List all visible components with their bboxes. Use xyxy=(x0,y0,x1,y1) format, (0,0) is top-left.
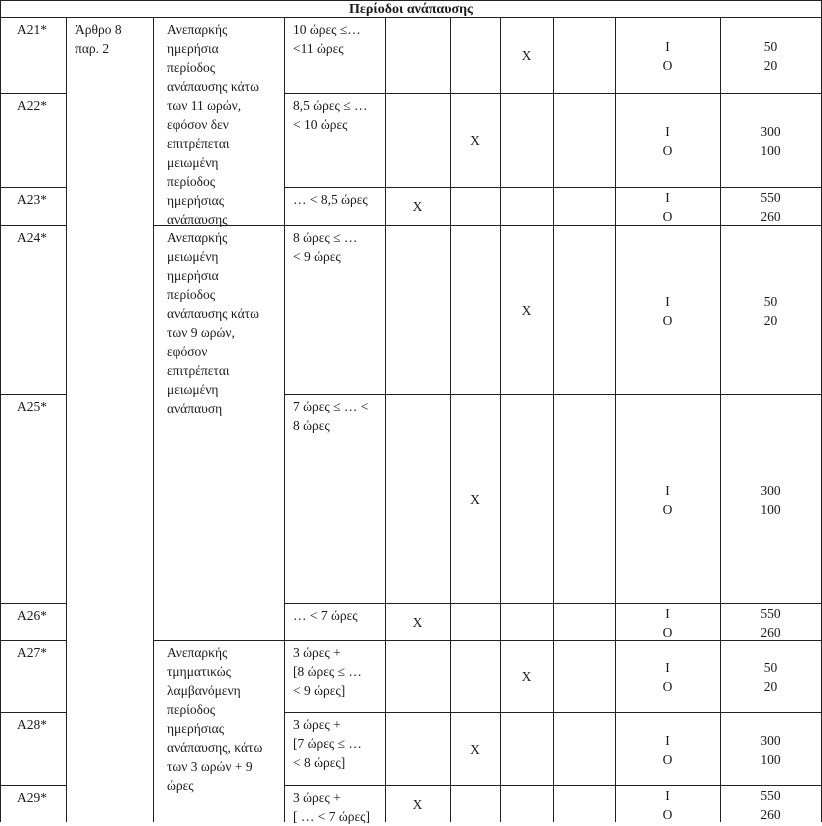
column-separator xyxy=(284,17,285,822)
infringement-description: ώρες xyxy=(167,778,194,793)
infringement-code: A25* xyxy=(17,399,47,414)
rest-period-range: < 9 ώρες] xyxy=(293,683,346,698)
severity-mark: X xyxy=(470,133,480,148)
infringement-code: A24* xyxy=(17,230,47,245)
infringement-description: λαμβανόμενη xyxy=(167,683,241,698)
liability-level: I xyxy=(665,482,670,498)
column-separator xyxy=(553,17,554,822)
infringement-description: περίοδος xyxy=(167,702,216,717)
severity-mark: X xyxy=(521,302,532,318)
rest-period-range: [ … < 7 ώρες] xyxy=(293,809,370,824)
infringement-description: Ανεπαρκής xyxy=(167,230,228,245)
infringement-description: των 9 ωρών, xyxy=(167,325,235,340)
row-separator xyxy=(0,603,67,604)
penalty-amount: 20 xyxy=(763,679,778,694)
infringement-description: ημερήσια xyxy=(167,41,219,56)
article-reference: παρ. 2 xyxy=(75,41,110,56)
header-bottom-border xyxy=(0,17,822,18)
row-separator xyxy=(0,394,67,395)
infringement-description: των 3 ωρών + 9 xyxy=(167,759,253,774)
infringement-description: Ανεπαρκής xyxy=(167,22,228,37)
penalty-amount: 20 xyxy=(763,312,778,328)
liability-level: I xyxy=(665,39,670,54)
column-separator xyxy=(153,17,154,822)
column-separator xyxy=(500,17,501,822)
rest-period-range: 3 ώρες + xyxy=(293,790,341,805)
penalty-amount: 550 xyxy=(760,190,781,205)
severity-mark: X xyxy=(412,796,423,812)
rest-period-range: [8 ώρες ≤ … xyxy=(293,664,362,679)
rest-period-range: [7 ώρες ≤ … xyxy=(293,736,362,751)
liability-level: O xyxy=(662,143,673,158)
liability-level: O xyxy=(662,679,673,694)
severity-mark: X xyxy=(470,491,480,507)
row-separator xyxy=(0,712,67,713)
penalty-amount: 50 xyxy=(763,39,778,54)
row-separator xyxy=(0,640,67,641)
infringement-code: A22* xyxy=(17,98,47,113)
penalty-amount: 100 xyxy=(760,501,781,517)
infringement-code: A26* xyxy=(17,608,47,623)
liability-level: O xyxy=(662,58,673,73)
infringement-description: ανάπαυσης κάτω xyxy=(167,79,259,94)
severity-mark: X xyxy=(521,669,532,684)
liability-level: O xyxy=(662,312,673,328)
penalty-amount: 300 xyxy=(760,124,781,139)
infringement-code: A27* xyxy=(17,645,47,660)
infringement-description: περίοδος xyxy=(167,60,216,75)
liability-level: I xyxy=(665,124,670,139)
infringement-description: ημερήσια xyxy=(167,268,219,283)
penalty-amount: 50 xyxy=(763,660,778,675)
penalty-amount: 100 xyxy=(760,751,781,767)
infringement-code: A23* xyxy=(17,192,47,207)
infringement-description: των 11 ωρών, xyxy=(167,98,242,113)
rest-period-range: <11 ώρες xyxy=(293,41,344,56)
infringement-description: εφόσον δεν xyxy=(167,117,229,132)
liability-level: O xyxy=(662,209,673,224)
infringement-description: περίοδος xyxy=(167,287,216,302)
penalty-amount: 20 xyxy=(763,58,778,73)
liability-level: O xyxy=(662,751,673,767)
infringement-description: ανάπαυση xyxy=(167,401,223,416)
column-separator xyxy=(66,17,67,822)
infringement-description: μειωμένη xyxy=(167,382,219,397)
row-separator xyxy=(0,187,67,188)
infringement-description: ημερήσιας xyxy=(167,721,225,736)
rest-period-range: 8 ώρες ≤ … xyxy=(293,230,358,245)
rest-period-range: 3 ώρες + xyxy=(293,717,341,732)
rest-period-range: 8 ώρες xyxy=(293,418,330,433)
infringement-description: μειωμένη xyxy=(167,155,219,170)
liability-level: I xyxy=(665,787,670,803)
liability-level: O xyxy=(662,624,673,640)
infringement-code: A21* xyxy=(17,22,47,37)
rest-period-range: 3 ώρες + xyxy=(293,645,341,660)
penalty-amount: 100 xyxy=(760,143,781,158)
row-separator xyxy=(0,785,67,786)
penalty-amount: 300 xyxy=(760,732,781,748)
liability-level: O xyxy=(662,806,673,822)
article-reference: Άρθρο 8 xyxy=(75,22,122,37)
penalty-amount: 50 xyxy=(763,293,778,309)
infringement-code: A29* xyxy=(17,790,47,805)
rest-period-range: 7 ώρες ≤ … < xyxy=(293,399,369,414)
severity-mark: X xyxy=(412,614,423,630)
liability-level: O xyxy=(662,501,673,517)
infringement-description: ανάπαυσης xyxy=(167,212,228,227)
infringement-description: Ανεπαρκής xyxy=(167,645,228,660)
infringement-description: περίοδος xyxy=(167,174,216,189)
penalty-amount: 300 xyxy=(760,482,781,498)
table-top-border xyxy=(0,0,822,1)
rest-period-range: … < 7 ώρες xyxy=(293,608,358,623)
liability-level: I xyxy=(665,293,670,309)
severity-mark: X xyxy=(412,199,423,214)
penalty-amount: 260 xyxy=(760,209,781,224)
rest-period-range: … < 8,5 ώρες xyxy=(293,192,368,207)
infringement-code: A28* xyxy=(17,717,47,732)
rest-period-range: 10 ώρες ≤… xyxy=(293,22,361,37)
infringement-description: ανάπαυσης, κάτω xyxy=(167,740,263,755)
rest-period-range: 8,5 ώρες ≤ … xyxy=(293,98,368,113)
penalty-amount: 260 xyxy=(760,806,781,822)
penalty-amount: 260 xyxy=(760,624,781,640)
liability-level: I xyxy=(665,660,670,675)
table-section-title: Περίοδοι ανάπαυσης xyxy=(349,2,473,17)
row-separator xyxy=(0,93,67,94)
rest-period-range: < 10 ώρες xyxy=(293,117,348,132)
liability-level: I xyxy=(665,732,670,748)
column-separator xyxy=(385,17,386,822)
infringement-description: εφόσον xyxy=(167,344,208,359)
infringement-description: επιτρέπεται xyxy=(167,136,230,151)
penalty-amount: 550 xyxy=(760,787,781,803)
row-separator xyxy=(0,225,67,226)
infringement-description: μειωμένη xyxy=(167,249,219,264)
infringement-description: επιτρέπεται xyxy=(167,363,230,378)
rest-period-range: < 8 ώρες] xyxy=(293,755,346,770)
severity-mark: X xyxy=(521,48,532,63)
liability-level: I xyxy=(665,605,670,621)
severity-mark: X xyxy=(470,741,480,757)
rest-period-range: < 9 ώρες xyxy=(293,249,341,264)
penalty-amount: 550 xyxy=(760,605,781,621)
liability-level: I xyxy=(665,190,670,205)
table-left-border xyxy=(0,0,1,822)
infringement-description: ανάπαυσης κάτω xyxy=(167,306,259,321)
infringement-description: τμηματικώς xyxy=(167,664,232,679)
infringement-description: ημερήσιας xyxy=(167,193,225,208)
